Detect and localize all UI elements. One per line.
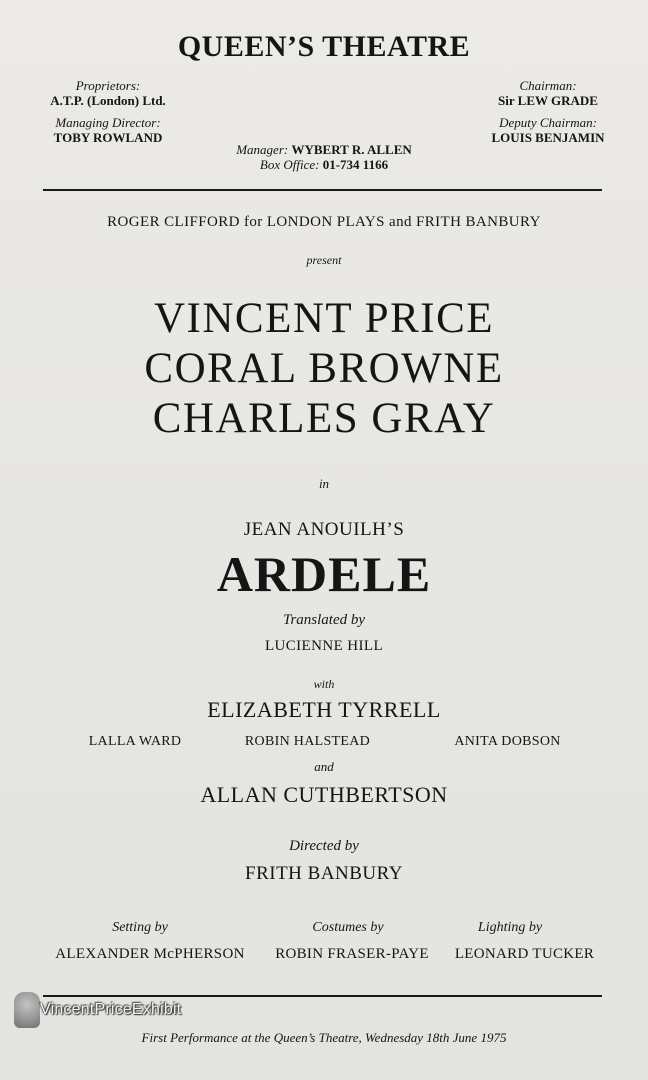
and-text: and bbox=[314, 759, 334, 774]
box-office-number: 01-734 1166 bbox=[322, 157, 389, 172]
setting-by-label: Setting by bbox=[112, 920, 168, 935]
deputy-chairman-name: LOUIS BENJAMIN bbox=[491, 130, 605, 145]
star-2: CORAL BROWNE bbox=[144, 345, 504, 392]
box-office-line bbox=[200, 157, 448, 173]
featured-actor: ELIZABETH TYRRELL bbox=[207, 697, 441, 722]
translator-name: LUCIENNE HILL bbox=[264, 638, 384, 654]
play-title: ARDELE bbox=[216, 546, 432, 602]
supporting-actor-2: ROBIN HALSTEAD bbox=[244, 734, 371, 749]
proprietors-label: Proprietors: bbox=[75, 78, 141, 93]
watermark-text: VincentPriceExhibit bbox=[40, 1001, 182, 1018]
header-divider bbox=[43, 189, 602, 191]
lighting-designer: LEONARD TUCKER bbox=[454, 946, 595, 962]
costume-designer: ROBIN FRASER-PAYE bbox=[275, 946, 429, 962]
star-1: VINCENT PRICE bbox=[153, 295, 495, 342]
chairman-name: Sir LEW GRADE bbox=[498, 93, 598, 108]
manager-name: WYBERT R. ALLEN bbox=[291, 142, 412, 157]
translated-by-label: Translated by bbox=[282, 612, 366, 628]
final-cast-actor: ALLAN CUTHBERTSON bbox=[200, 782, 448, 807]
star-3: CHARLES GRAY bbox=[152, 395, 496, 442]
managing-director-label: Managing Director: bbox=[55, 115, 161, 130]
first-performance: First Performance at the Queen’s Theatre, Wednesday 18th June 1975 bbox=[141, 1030, 507, 1045]
director-name: FRITH BANBURY bbox=[245, 863, 403, 884]
deputy-chairman-label: Deputy Chairman: bbox=[499, 115, 597, 130]
box-office-label: Box Office: bbox=[259, 157, 320, 172]
costumes-by-label: Costumes by bbox=[312, 920, 384, 935]
lighting-by-label: Lighting by bbox=[477, 920, 543, 935]
portrait-icon bbox=[14, 992, 40, 1028]
proprietors-name: A.T.P. (London) Ltd. bbox=[50, 93, 166, 108]
supporting-actor-1: LALLA WARD bbox=[88, 734, 182, 749]
chairman-label: Chairman: bbox=[519, 78, 577, 93]
with-text: with bbox=[313, 677, 335, 691]
supporting-actor-3: ANITA DOBSON bbox=[454, 734, 561, 749]
manager-line bbox=[200, 142, 448, 158]
present-text: present bbox=[306, 253, 342, 267]
playwright: JEAN ANOUILH’S bbox=[243, 519, 405, 540]
managing-director-name: TOBY ROWLAND bbox=[53, 130, 163, 145]
watermark bbox=[14, 992, 204, 1030]
directed-by-label: Directed by bbox=[289, 838, 359, 854]
setting-designer: ALEXANDER McPHERSON bbox=[55, 946, 245, 962]
manager-label: Manager: bbox=[236, 142, 289, 157]
in-text: in bbox=[318, 476, 330, 491]
theatre-name: QUEEN’S THEATRE bbox=[177, 30, 471, 63]
presenters: ROGER CLIFFORD for LONDON PLAYS and FRITH BANBURY bbox=[107, 214, 541, 230]
